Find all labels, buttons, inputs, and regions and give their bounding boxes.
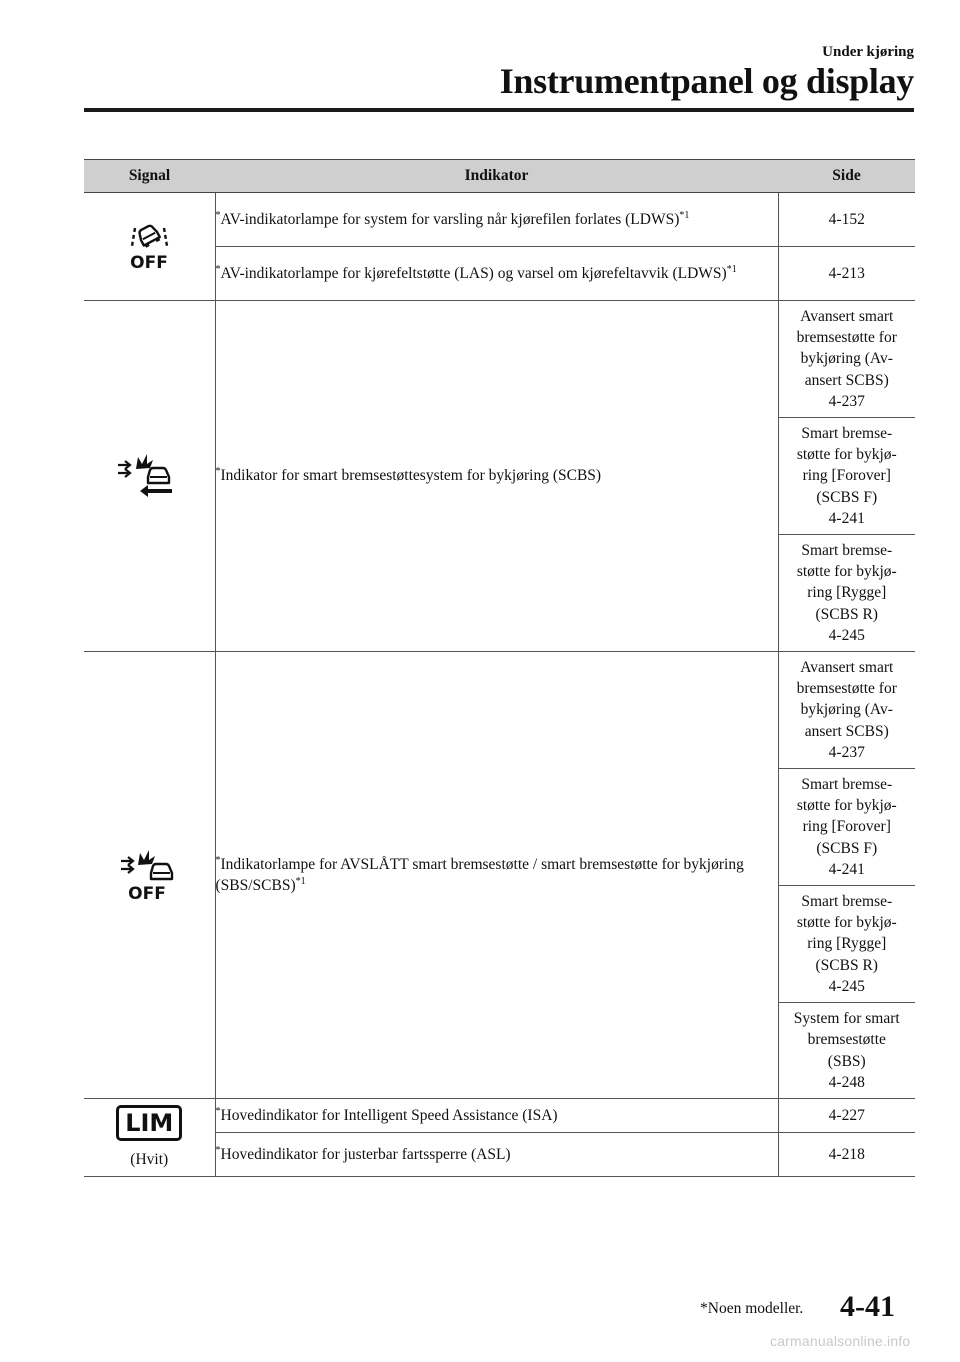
icon-caption: (Hvit)	[130, 1151, 169, 1168]
signal-cell	[84, 1099, 215, 1177]
side-cell: Smart bremse- støtte for bykjø- ring [Rygge] (SCBS R) 4-245	[778, 886, 915, 1003]
smart-brake-support-icon	[114, 451, 184, 501]
indicator-cell: *Hovedindikator for justerbar fartssperre (ASL)	[215, 1132, 778, 1176]
indicator-cell: *Indikatorlampe for AVSLÅTT smart bremsestøtte / smart bremsestøtte for bykjøring (SBS/SCBS)$^{*1}$	[215, 652, 778, 1099]
page-title: Instrumentpanel og display	[499, 61, 914, 101]
header-divider	[84, 108, 914, 112]
side-cell: 4-152	[778, 193, 915, 247]
signal-cell	[84, 652, 215, 1099]
header-indicator: Indikator	[215, 160, 778, 193]
table-row	[84, 1099, 915, 1133]
side-cell: Smart bremse- støtte for bykjø- ring [Forover] (SCBS F) 4-241	[778, 769, 915, 886]
side-cell: Avansert smart bremsestøtte for bykjøring (Av- ansert SCBS) 4-237	[778, 652, 915, 769]
section-heading: Under kjøring	[822, 44, 914, 60]
table-row	[84, 301, 915, 418]
table-row	[84, 652, 915, 769]
side-cell: 4-227	[778, 1099, 915, 1133]
lim-icon: LIM	[116, 1105, 182, 1141]
table-header-row	[84, 160, 915, 193]
signal-cell	[84, 193, 215, 301]
header-signal: Signal	[84, 160, 215, 193]
side-cell: Smart bremse- støtte for bykjø- ring [Rygge] (SCBS R) 4-245	[778, 535, 915, 652]
smart-brake-support-off-icon	[117, 847, 181, 903]
footnote: *Noen modeller.	[700, 1300, 804, 1317]
signal-table	[84, 159, 915, 1177]
side-cell: System for smart bremsestøtte (SBS) 4-248	[778, 1003, 915, 1099]
indicator-cell: *AV-indikatorlampe for system for varsling når kjørefilen forlates (LDWS)$^{*1}$	[215, 193, 778, 247]
signal-cell	[84, 301, 215, 652]
indicator-cell: *Hovedindikator for Intelligent Speed Assistance (ISA)	[215, 1099, 778, 1133]
side-cell: 4-213	[778, 247, 915, 301]
off-label: OFF	[128, 884, 167, 903]
watermark: carmanualsonline.info	[770, 1333, 911, 1349]
side-cell: 4-218	[778, 1132, 915, 1176]
indicator-cell: *AV-indikatorlampe for kjørefeltstøtte (LAS) og varsel om kjørefeltavvik (LDWS)$^{*1}$	[215, 247, 778, 301]
lane-departure-off-icon	[124, 222, 174, 272]
off-label: OFF	[130, 252, 169, 272]
header-side: Side	[778, 160, 915, 193]
side-cell: Avansert smart bremsestøtte for bykjøring (Av- ansert SCBS) 4-237	[778, 301, 915, 418]
page-number: 4-41	[840, 1290, 895, 1323]
table-row	[84, 193, 915, 247]
indicator-cell: *Indikator for smart bremsestøttesystem for bykjøring (SCBS)	[215, 301, 778, 652]
side-cell: Smart bremse- støtte for bykjø- ring [Forover] (SCBS F) 4-241	[778, 418, 915, 535]
